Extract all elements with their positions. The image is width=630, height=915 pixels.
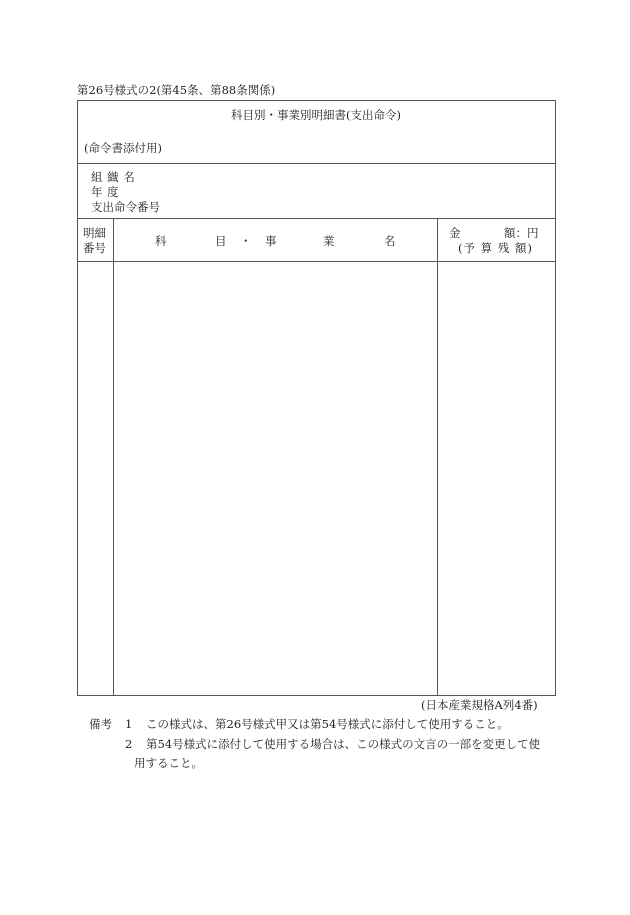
header-item-char-2: 目 [215, 234, 227, 248]
payment-order-number-label: 支出命令番号 [91, 200, 160, 214]
header-item-char-4: 事 [265, 234, 277, 248]
form-title [0, 108, 630, 122]
detail-no-cell[interactable] [78, 263, 113, 695]
remark-2-text: 第54号様式に添付して使用する場合は、この様式の文言の一部を変更して使 [146, 737, 541, 751]
form-number: 第26号様式の2(第45条、第88条関係) [77, 83, 276, 97]
header-amount-sub: (予 算 残 額) [458, 241, 533, 255]
item-name-cell[interactable] [115, 263, 437, 695]
header-item-char-1: 科 [155, 234, 167, 248]
remark-2-number: 2 [125, 737, 133, 751]
attachment-note: (命令書添付用) [84, 141, 162, 155]
header-item-char-5: 業 [323, 234, 335, 248]
header-amount-left: 金 [449, 226, 461, 240]
remark-1-text: この様式は、第26号様式甲又は第54号様式に添付して使用すること。 [146, 717, 509, 731]
remark-2-continuation: 用すること。 [134, 756, 203, 770]
header-item-char-6: 名 [384, 234, 396, 248]
divider-fields [77, 218, 556, 219]
organization-label: 組 織 名 [91, 170, 136, 184]
remarks-label: 備考 [89, 717, 112, 731]
header-detail-no-line1: 明細 [83, 226, 106, 240]
amount-cell[interactable] [439, 263, 555, 695]
fiscal-year-label: 年 度 [91, 185, 120, 199]
header-amount-right: 額：円 [504, 226, 539, 240]
form-title-text: 科目別・事業別明細書(支出命令) [231, 108, 401, 122]
header-item-char-3: ・ [240, 234, 252, 248]
standard-note: (日本産業規格A列4番) [421, 698, 538, 712]
divider-title [77, 163, 556, 164]
remark-1-number: 1 [125, 717, 133, 731]
header-detail-no-line2: 番号 [83, 241, 106, 255]
